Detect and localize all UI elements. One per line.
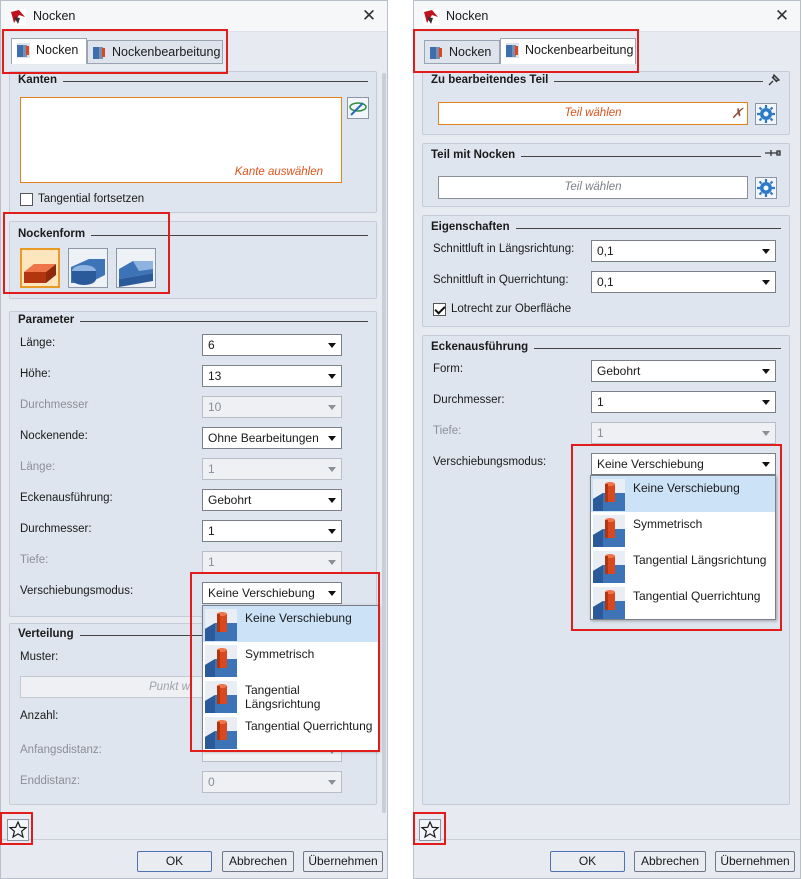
tab-nocken[interactable] <box>11 38 87 64</box>
cam-symmetric-icon <box>205 645 237 677</box>
verschiebungsmodus-combo[interactable]: Keine Verschiebung <box>202 582 342 604</box>
ecken-durchmesser-label: Durchmesser: <box>20 523 92 535</box>
durchmesser-combo-disabled: 10 <box>202 396 342 418</box>
gear-icon <box>756 104 776 124</box>
eigenschaften-panel <box>422 215 790 327</box>
chevron-down-icon <box>328 560 336 565</box>
dropdown-item-symmetrisch[interactable]: Symmetrisch <box>591 512 775 548</box>
dropdown-item-tangential-laengs[interactable]: Tangential Längsrichtung <box>203 678 378 714</box>
verteilung-header: Verteilung <box>18 628 368 642</box>
cam-edit-tab-icon <box>93 45 106 60</box>
teil-mit-nocken-header: Teil mit Nocken <box>431 149 781 163</box>
teil-nocken-settings-button[interactable] <box>755 177 777 199</box>
cancel-button[interactable]: Abbrechen <box>222 851 294 872</box>
window-title: Nocken <box>33 9 76 23</box>
dropdown-item-symmetrisch[interactable]: Symmetrisch <box>203 642 378 678</box>
dropdown-item-tangential-quer[interactable]: Tangential Querrichtung <box>591 584 775 620</box>
laenge-combo[interactable]: 6 <box>202 334 342 356</box>
close-icon[interactable]: ✕ <box>361 6 377 25</box>
tiefe-label: Tiefe: <box>20 554 49 566</box>
shape-rectangular-button[interactable] <box>20 248 60 288</box>
app-logo-icon <box>10 9 26 25</box>
clear-selection-icon[interactable]: ✗ <box>731 105 743 121</box>
star-icon <box>420 820 440 840</box>
ecken-durchmesser-combo[interactable]: 1 <box>591 391 776 413</box>
tab-label: Nockenbearbeitung <box>112 45 221 59</box>
eckenausfuehrung-label: Eckenausführung: <box>20 492 113 504</box>
schnittluft-laengs-label: Schnittluft in Längsrichtung: <box>433 243 575 255</box>
cam-edit-tab-icon <box>506 43 519 58</box>
tab-label: Nocken <box>36 43 79 57</box>
eckenausfuehrung-combo[interactable]: Gebohrt <box>202 489 342 511</box>
durchmesser-label-disabled: Durchmesser <box>20 399 89 411</box>
close-icon[interactable]: ✕ <box>774 6 790 25</box>
anzahl-label: Anzahl: <box>20 710 59 722</box>
chevron-down-icon <box>328 343 336 348</box>
teil-placeholder: Teil wählen <box>564 107 622 119</box>
parameter-panel <box>9 311 377 617</box>
tab-label: Nocken <box>449 45 492 59</box>
zu-bearbeitendes-teil-panel <box>422 71 790 135</box>
favorites-button[interactable] <box>7 819 29 841</box>
chevron-down-icon <box>328 591 336 596</box>
chevron-down-icon <box>762 462 770 467</box>
chevron-down-icon <box>328 405 336 410</box>
form-label: Form: <box>433 363 464 375</box>
star-icon <box>8 820 28 840</box>
nocken-dialog-right <box>413 0 801 879</box>
favorites-button[interactable] <box>419 819 441 841</box>
chevron-down-icon <box>328 436 336 441</box>
nockenform-panel <box>9 221 377 299</box>
apply-button[interactable]: Übernehmen <box>715 851 795 872</box>
chevron-down-icon <box>328 529 336 534</box>
form-combo[interactable]: Gebohrt <box>591 360 776 382</box>
ok-button[interactable]: OK <box>137 851 212 872</box>
enddistanz-label: Enddistanz: <box>20 775 81 787</box>
verschiebungsmodus-label: Verschiebungsmodus: <box>433 456 547 468</box>
verschiebungsmodus-label: Verschiebungsmodus: <box>20 585 134 597</box>
schnittluft-quer-label: Schnittluft in Querrichtung: <box>433 274 569 286</box>
ecken-tiefe-label: Tiefe: <box>433 425 462 437</box>
verschiebungsmodus-combo[interactable]: Keine Verschiebung <box>591 453 776 475</box>
nockenform-header: Nockenform <box>18 228 368 242</box>
apply-button[interactable]: Übernehmen <box>303 851 383 872</box>
chevron-down-icon <box>328 780 336 785</box>
schnittluft-quer-combo[interactable]: 0,1 <box>591 271 776 293</box>
tangential-label: Tangential fortsetzen <box>38 193 145 205</box>
kante-pick-button[interactable] <box>347 97 369 119</box>
ok-button[interactable]: OK <box>550 851 625 872</box>
round-cam-icon <box>69 249 107 287</box>
lotrecht-checkbox[interactable] <box>433 303 446 316</box>
anfangsdistanz-label: Anfangsdistanz: <box>20 744 102 756</box>
lotrecht-label: Lotrecht zur Oberfläche <box>451 303 572 315</box>
muster-label: Muster: <box>20 651 59 663</box>
punkt-placeholder: Punkt w <box>149 681 190 693</box>
kanten-header: Kanten <box>18 74 368 88</box>
pin-icon[interactable] <box>763 73 781 90</box>
chevron-down-icon <box>328 498 336 503</box>
cam-no-shift-icon <box>205 609 237 641</box>
cancel-button[interactable]: Abbrechen <box>634 851 706 872</box>
hoehe-combo[interactable]: 13 <box>202 365 342 387</box>
chevron-down-icon <box>328 374 336 379</box>
window-title: Nocken <box>446 9 489 23</box>
footer-divider <box>414 839 800 840</box>
ende-laenge-label: Länge: <box>20 461 56 473</box>
shape-slanted-button[interactable] <box>116 248 156 288</box>
cam-tab-icon <box>17 43 30 58</box>
teil-settings-button[interactable] <box>755 103 777 125</box>
title-bar <box>414 1 800 32</box>
nockenende-combo[interactable]: Ohne Bearbeitungen <box>202 427 342 449</box>
slanted-cam-icon <box>117 249 155 287</box>
cam-symmetric-icon <box>593 515 625 547</box>
tiefe-combo: 1 <box>202 551 342 573</box>
teil-header: Zu bearbeitendes Teil <box>431 74 781 88</box>
ecken-durchmesser-combo[interactable]: 1 <box>202 520 342 542</box>
teil-mit-nocken-panel <box>422 143 790 207</box>
rectangular-cam-icon <box>22 250 58 286</box>
gear-icon <box>756 178 776 198</box>
teil-input[interactable] <box>438 102 748 125</box>
teil-mit-nocken-input[interactable] <box>438 176 748 199</box>
chevron-down-icon <box>328 467 336 472</box>
tab-label: Nockenbearbeitung <box>525 43 634 57</box>
laenge-label: Länge: <box>20 337 56 349</box>
app-logo-icon <box>423 9 439 25</box>
verschiebungsmodus-dropdown <box>202 605 379 751</box>
teil-nocken-placeholder: Teil wählen <box>564 181 622 193</box>
chevron-down-icon <box>762 249 770 254</box>
dropdown-item-tangential-quer[interactable]: Tangential Querrichtung <box>203 714 378 750</box>
cam-no-shift-icon <box>593 479 625 511</box>
pin-icon[interactable] <box>761 148 781 161</box>
ende-laenge-combo: 1 <box>202 458 342 480</box>
kante-placeholder: Kante auswählen <box>234 166 323 178</box>
ecken-tiefe-combo: 1 <box>591 422 776 444</box>
chevron-down-icon <box>762 369 770 374</box>
parameter-header: Parameter <box>18 314 368 328</box>
cam-transverse-icon <box>593 587 625 619</box>
cam-transverse-icon <box>205 717 237 749</box>
nockenende-label: Nockenende: <box>20 430 88 442</box>
tab-nockenbearbeitung[interactable] <box>87 40 223 64</box>
eigenschaften-header: Eigenschaften <box>431 221 781 235</box>
cam-longitudinal-icon <box>205 681 237 713</box>
chevron-down-icon <box>762 431 770 436</box>
scrollbar[interactable] <box>382 73 386 813</box>
cam-tab-icon <box>430 45 443 60</box>
ecken-durchmesser-label: Durchmesser: <box>433 394 505 406</box>
cam-longitudinal-icon <box>593 551 625 583</box>
tangential-checkbox[interactable] <box>20 193 33 206</box>
verschiebungsmodus-dropdown <box>590 475 776 620</box>
schnittluft-laengs-combo[interactable]: 0,1 <box>591 240 776 262</box>
nocken-dialog-left <box>0 0 388 879</box>
chevron-down-icon <box>762 400 770 405</box>
dropdown-item-tangential-laengs[interactable]: Tangential Längsrichtung <box>591 548 775 584</box>
dropdown-item-keine-verschiebung[interactable]: Keine Verschiebung <box>591 476 775 512</box>
shape-round-button[interactable] <box>68 248 108 288</box>
kanten-list[interactable] <box>20 97 342 183</box>
dropdown-item-keine-verschiebung[interactable]: Keine Verschiebung <box>203 606 378 642</box>
hoehe-label: Höhe: <box>20 368 51 380</box>
title-bar <box>1 1 387 32</box>
chevron-down-icon <box>762 280 770 285</box>
eckenausfuehrung-header: Eckenausführung <box>431 341 781 355</box>
footer-divider <box>1 839 387 840</box>
enddistanz-combo: 0 <box>202 771 342 793</box>
pick-edge-icon <box>348 98 368 118</box>
tab-nocken[interactable] <box>424 40 500 64</box>
tab-nockenbearbeitung[interactable] <box>500 38 636 64</box>
kanten-panel <box>9 71 377 213</box>
